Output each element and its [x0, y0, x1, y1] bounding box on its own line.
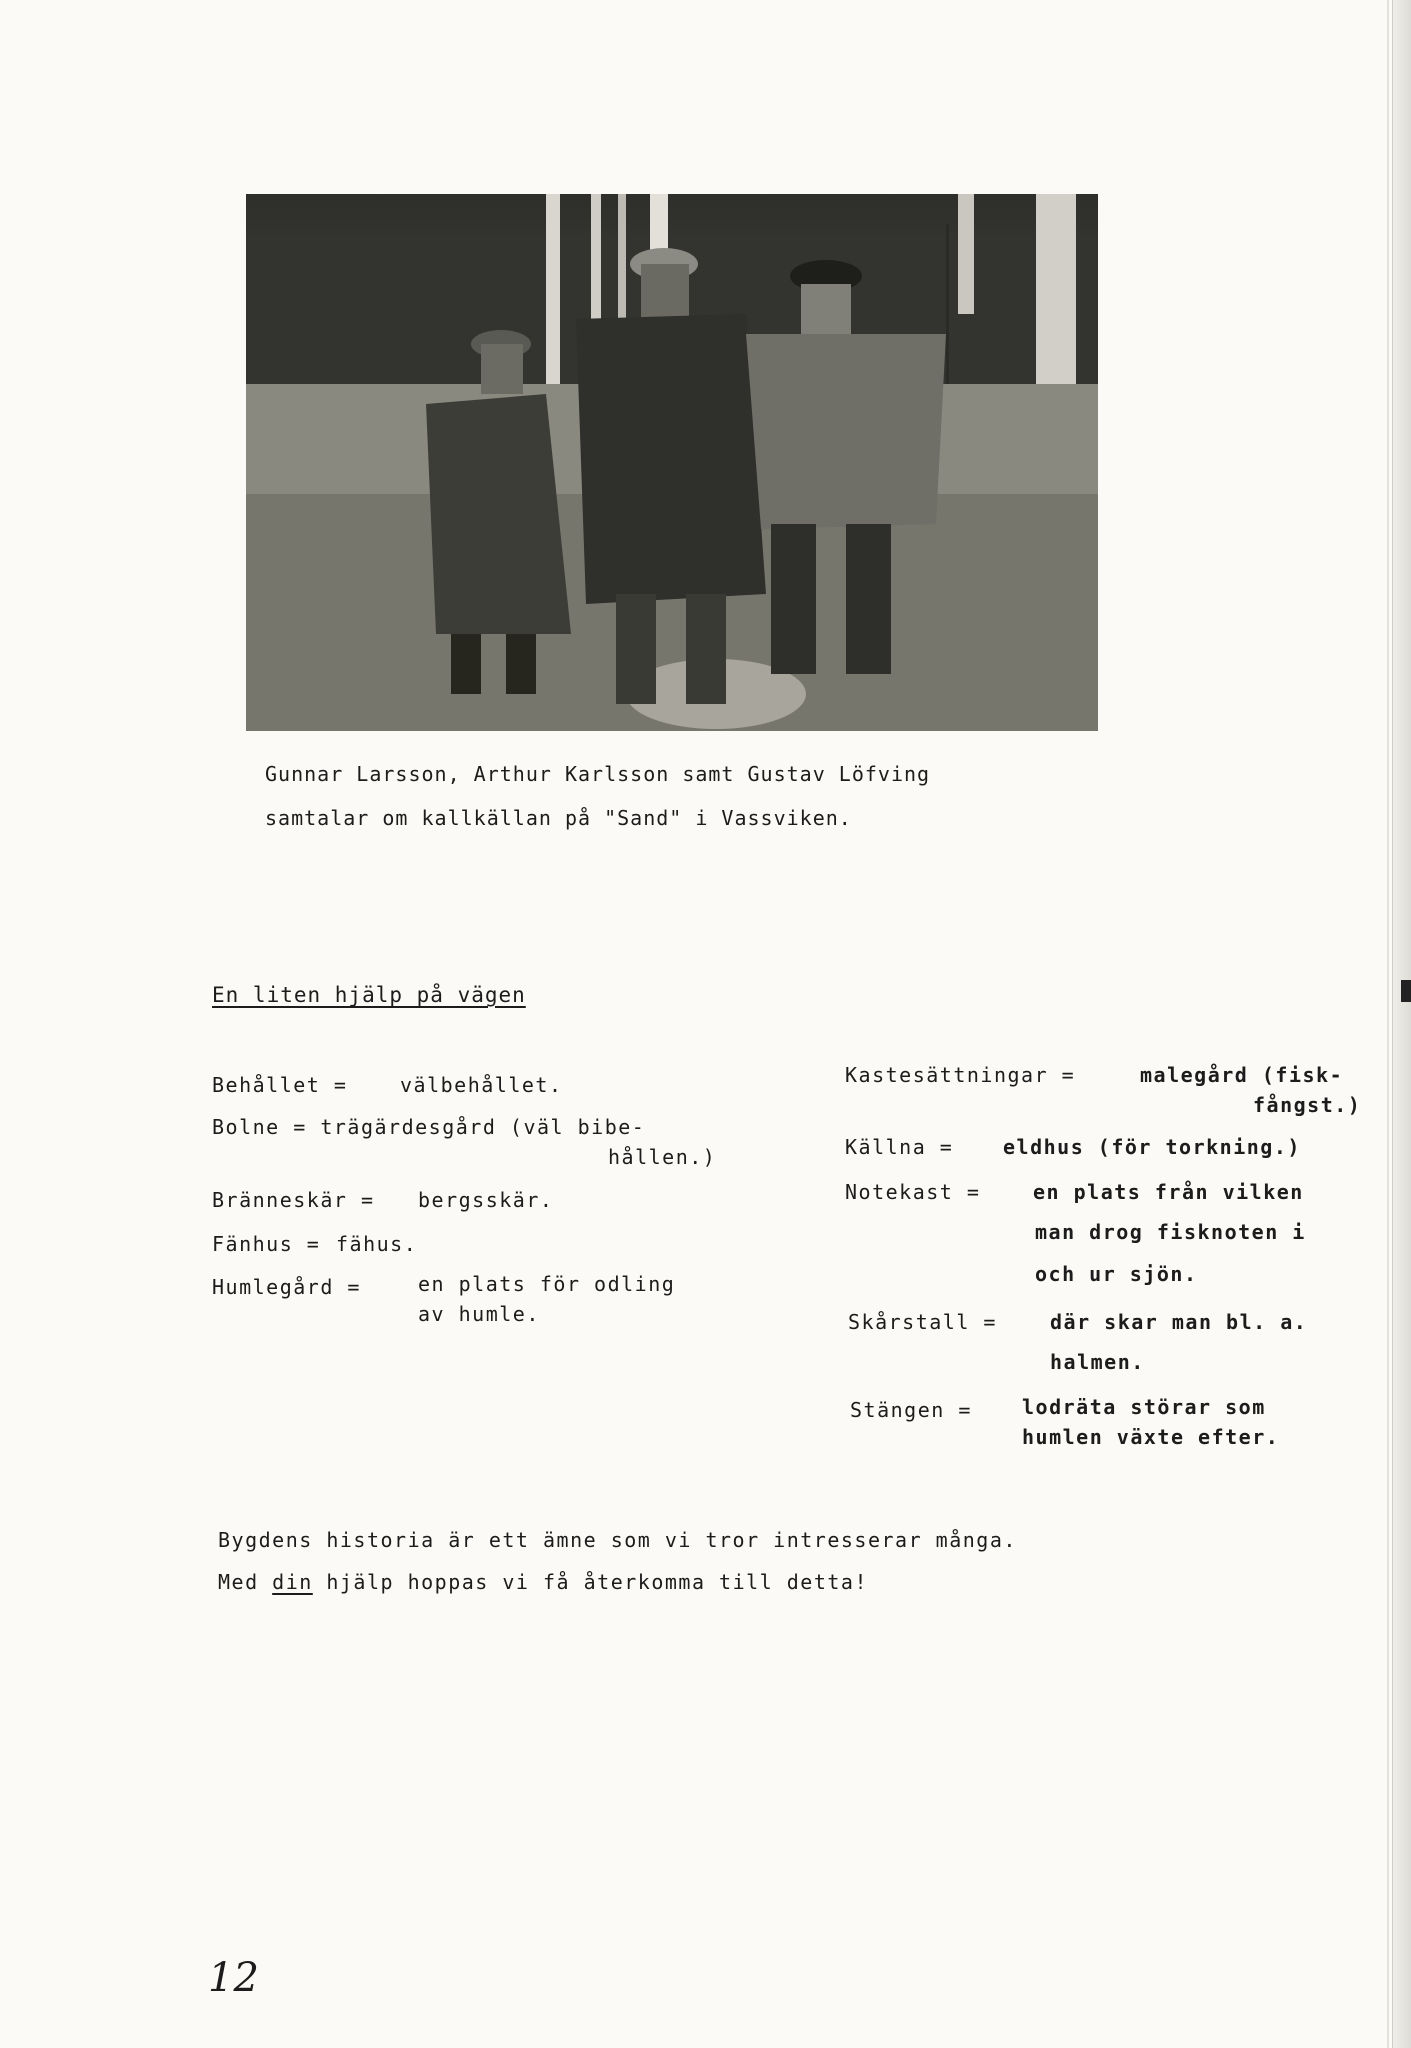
edge-mark — [1401, 980, 1411, 1002]
page-edge — [1392, 0, 1411, 2048]
glossary-term: Bränneskär = — [212, 1188, 375, 1212]
glossary-definition-cont: och ur sjön. — [1035, 1262, 1198, 1286]
glossary-term: Humlegård = — [212, 1275, 361, 1299]
glossary-heading: En liten hjälp på vägen — [212, 983, 526, 1007]
glossary-definition: en plats för odling — [418, 1272, 676, 1296]
glossary-definition: lodräta störar som — [1022, 1395, 1266, 1419]
glossary-term: Notekast = — [845, 1180, 981, 1204]
page-number: 12 — [208, 1955, 259, 2001]
photo-caption-line-2: samtalar om kallkällan på "Sand" i Vassviken. — [265, 806, 852, 830]
glossary-definition: en plats från vilken — [1033, 1180, 1304, 1204]
closing-emphasis: din — [272, 1570, 313, 1594]
closing-line-1: Bygdens historia är ett ämne som vi tror intresserar många. — [218, 1528, 1017, 1552]
photograph — [246, 194, 1098, 731]
glossary-definition-cont: man drog fisknoten i — [1035, 1220, 1306, 1244]
glossary-term: Stängen = — [850, 1398, 972, 1422]
glossary-term: Kastesättningar = — [845, 1063, 1076, 1087]
glossary-definition: malegård (fisk- — [1140, 1063, 1344, 1087]
photo-caption-line-1: Gunnar Larsson, Arthur Karlsson samt Gustav Löfving — [265, 762, 931, 786]
glossary-definition: hållen.) — [608, 1145, 717, 1169]
closing-text: hjälp hoppas vi få återkomma till detta! — [312, 1570, 868, 1594]
glossary-term: Behållet = — [212, 1073, 348, 1097]
glossary-definition: välbehållet. — [400, 1073, 563, 1097]
photo-illustration — [246, 194, 1098, 731]
glossary-definition-cont: fångst.) — [1253, 1093, 1362, 1117]
glossary-definition: eldhus (för torkning.) — [1003, 1135, 1301, 1159]
glossary-definition: där skar man bl. a. — [1050, 1310, 1308, 1334]
glossary-term: Fänhus = — [212, 1232, 321, 1256]
glossary-definition-cont: halmen. — [1050, 1350, 1145, 1374]
glossary-definition: bergsskär. — [418, 1188, 554, 1212]
closing-line-2 — [218, 1570, 868, 1594]
closing-text: Med — [218, 1570, 273, 1594]
glossary-term: Skårstall = — [848, 1310, 997, 1334]
glossary-definition: fähus. — [336, 1232, 418, 1256]
glossary-definition-cont: av humle. — [418, 1302, 540, 1326]
glossary-term: Bolne = trägärdesgård (väl bibe- — [212, 1115, 646, 1139]
glossary-definition-cont: humlen växte efter. — [1022, 1425, 1280, 1449]
page-edge-line — [1387, 0, 1389, 2048]
glossary-term: Källna = — [845, 1135, 954, 1159]
